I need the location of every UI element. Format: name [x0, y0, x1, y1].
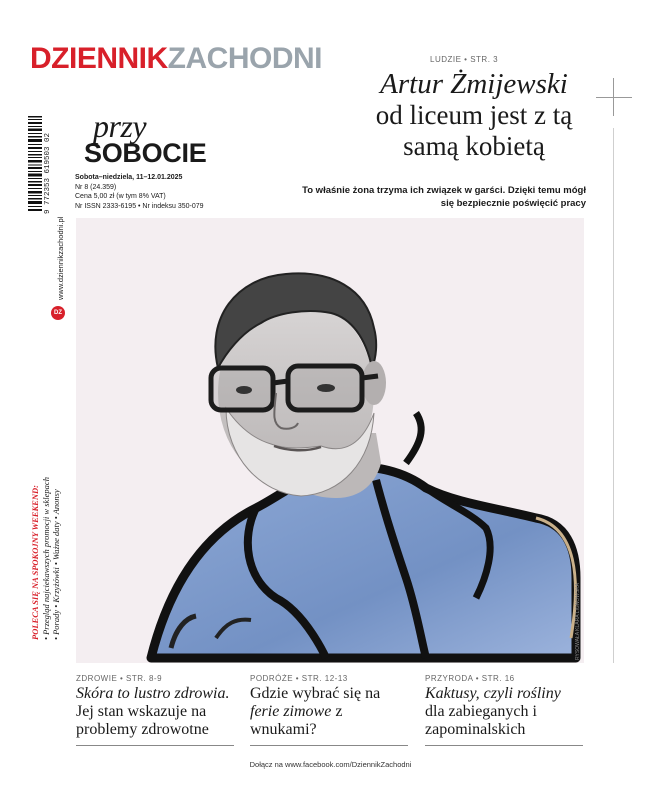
teaser-story[interactable]: [76, 674, 234, 746]
crop-mark-horizontal: [596, 97, 632, 98]
teaser-rule: [425, 745, 583, 746]
supplement-sobocie: SOBOCIE: [84, 138, 207, 168]
dz-badge: DZ: [51, 306, 65, 320]
lead-kicker: LUDZIE • STR. 3: [430, 55, 499, 64]
teaser-story[interactable]: [250, 674, 408, 746]
masthead-part2: ZACHODNI: [167, 42, 322, 75]
teaser-title-italic: Kaktusy, czyli rośliny: [425, 685, 561, 702]
teaser-title-italic: ferie zimowe: [250, 703, 332, 720]
lead-name: Artur Żmijewski: [380, 68, 568, 100]
lead-deck: To właśnie żona trzyma ich związek w garści. Dzięki temu mógł się bezpiecznie poświęcić pracy: [302, 185, 586, 209]
teaser-title: Jej stan wskazuje na problemy zdrowotne: [76, 703, 209, 738]
recommend-item: • Przegląd najciekawszych promocji w sklepach: [40, 477, 51, 640]
supplement-przy: przy: [93, 108, 147, 144]
right-rule: [613, 128, 614, 663]
site-url[interactable]: www.dziennikzachodni.pl: [56, 216, 65, 300]
teaser-kicker: ZDROWIE • STR. 8-9: [76, 674, 163, 683]
teaser-title: Gdzie wybrać się na: [250, 685, 381, 702]
issue-issn: Nr ISSN 2333-6195 • Nr indeksu 350-079: [75, 202, 204, 210]
teaser-kicker: PODRÓŻE • STR. 12-13: [250, 674, 348, 683]
issue-info: [75, 173, 204, 211]
recommend-block: [30, 477, 62, 640]
recommend-item: • Porady • Krzyżówki • Ważne daty • Anonsy: [51, 489, 61, 640]
illustration-credit: RYSOWAŁA KLARA LIGNOWSKA: [575, 583, 581, 660]
lead-headline: od liceum jest z tą samą kobietą: [375, 100, 573, 161]
teaser-rule: [76, 745, 234, 746]
barcode-digits: 9 772353 619503 02: [44, 132, 52, 214]
teaser-story[interactable]: [425, 674, 583, 746]
teaser-kicker: PRZYRODA • STR. 16: [425, 674, 515, 683]
portrait-illustration: [76, 218, 584, 663]
footer-facebook[interactable]: Dołącz na www.facebook.com/DziennikZachodni: [249, 760, 412, 769]
recommend-title: POLECA SIĘ NA SPOKOJNY WEEKEND:: [30, 485, 40, 640]
teaser-rule: [250, 745, 408, 746]
masthead-part1: DZIENNIK: [30, 42, 168, 75]
barcode-icon: [28, 116, 42, 211]
teaser-title-italic: Skóra to lustro zdrowia.: [76, 685, 230, 702]
issue-number: Nr 8 (24.359): [75, 183, 117, 191]
teaser-title: z wnukami?: [250, 703, 343, 738]
crop-mark-vertical: [613, 78, 614, 116]
issue-date: Sobota–niedziela, 11–12.01.2025: [75, 174, 183, 181]
teaser-title: dla zabieganych i zapominalskich: [425, 703, 537, 738]
masthead-logo: [30, 42, 322, 76]
cover-illustration: [76, 218, 584, 663]
issue-price: Cena 5,00 zł (w tym 8% VAT): [75, 193, 166, 200]
